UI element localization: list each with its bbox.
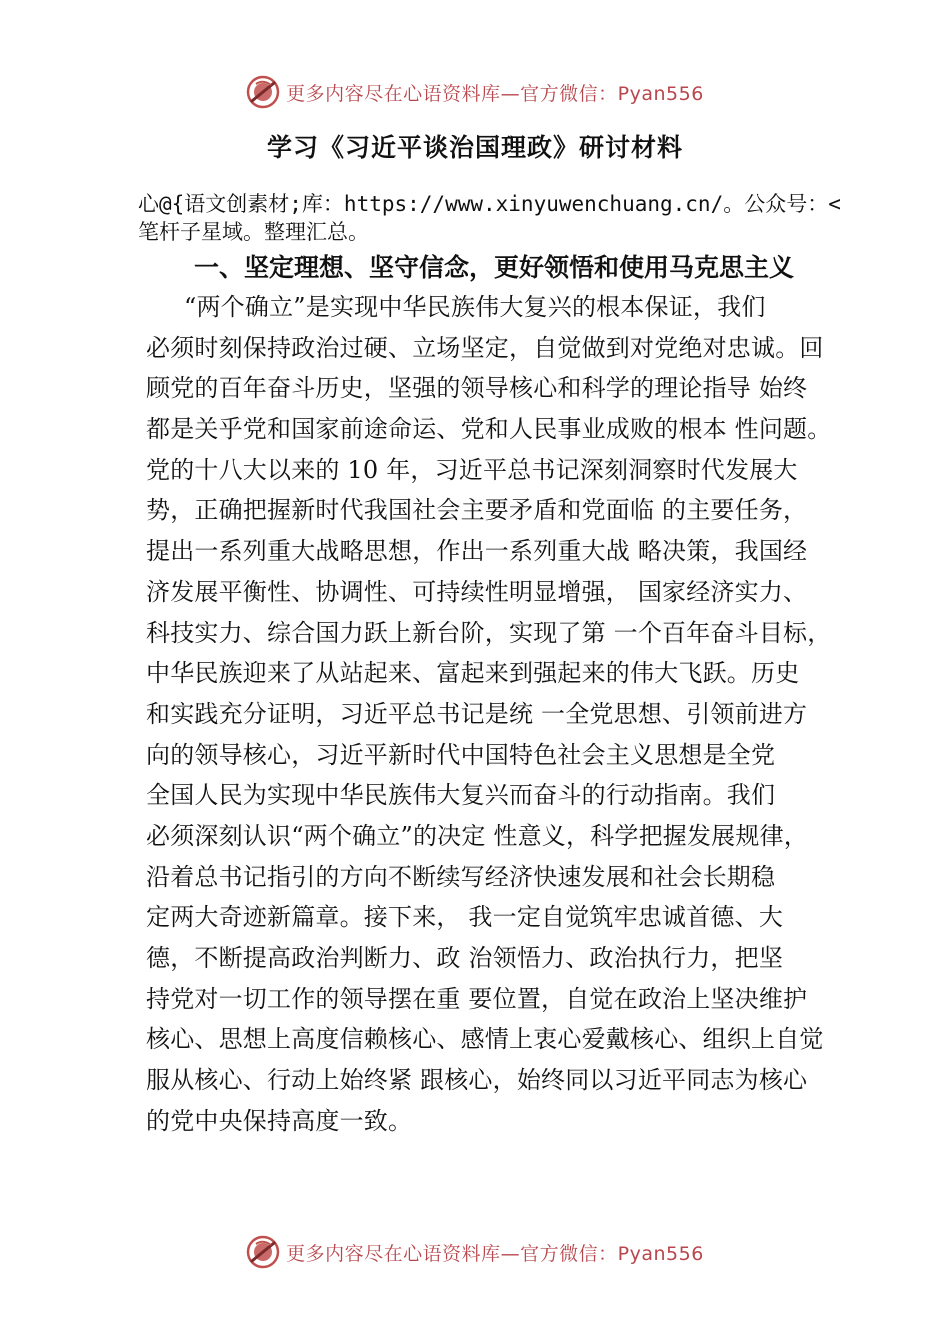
banner-text: 更多内容尽在心语资料库—官方微信：Pyan556: [286, 1242, 704, 1265]
source-note: 心@{语文创素材;库：https://www.xinyuwenchuang.cn/。公众号：<笔杆子星域。整理汇总。: [138, 192, 841, 244]
red-seal-logo-icon: [246, 75, 280, 109]
paragraph-line: 势，正确把握新时代我国社会主要矛盾和党面临 的主要任务，: [146, 496, 808, 525]
paragraph-line: 中华民族迎来了从站起来、富起来到强起来的伟大飞跃。历史: [146, 659, 800, 688]
paragraph-line: 提出一系列重大战略思想，作出一系列重大战 略决策，我国经: [146, 537, 808, 566]
paragraph-line: 和实践充分证明，习近平总书记是统 一全党思想、引领前进方: [146, 699, 808, 728]
paragraph-line: 服从核心、行动上始终紧 跟核心，始终同以习近平同志为核心: [146, 1066, 808, 1095]
section-heading: 一、坚定理想、坚守信念，更好领悟和使用马克思主义: [194, 253, 795, 282]
document-title: 学习《习近平谈治国理政》研讨材料: [266, 133, 683, 162]
body-paragraph: [146, 287, 846, 1141]
paragraph-line: 德，不断提高政治判断力、政 治领悟力、政治执行力，把坚: [146, 944, 784, 972]
paragraph-line: 党的十八大以来的 10 年，习近平总书记深刻洞察时代发展大: [146, 455, 798, 484]
paragraph-line: 持党对一切工作的领导摆在重 要位置，自觉在政治上坚决维护: [146, 984, 808, 1013]
paragraph-line: 科技实力、综合国力跃上新台阶，实现了第 一个百年奋斗目标，: [146, 618, 832, 647]
banner-text: 更多内容尽在心语资料库—官方微信：Pyan556: [286, 82, 704, 105]
header-banner: [0, 72, 950, 112]
paragraph-line: 核心、思想上高度信赖核心、感情上衷心爱戴核心、组织上自觉: [146, 1025, 824, 1054]
paragraph-line: 济发展平衡性、协调性、可持续性明显增强， 国家经济实力、: [146, 577, 808, 606]
paragraph-line: 沿着总书记指引的方向不断续写经济快速发展和社会长期稳: [146, 862, 776, 891]
paragraph-line: 的党中央保持高度一致。: [146, 1106, 413, 1135]
paragraph-line: 全国人民为实现中华民族伟大复兴而奋斗的行动指南。我们: [146, 781, 776, 810]
paragraph-line: 顾党的百年奋斗历史，坚强的领导核心和科学的理论指导 始终: [146, 374, 808, 403]
red-seal-logo-icon: [246, 1235, 280, 1269]
paragraph-line: 向的领导核心，习近平新时代中国特色社会主义思想是全党: [146, 740, 776, 769]
paragraph-line: 都是关乎党和国家前途命运、党和人民事业成败的根本 性问题。: [146, 415, 832, 444]
paragraph-line: 定两大奇迹新篇章。接下来， 我一定自觉筑牢忠诚首德、大: [146, 903, 784, 932]
footer-banner: [0, 1232, 950, 1272]
paragraph-line: 必须深刻认识“两个确立”的决定 性意义，科学把握发展规律，: [146, 821, 808, 850]
paragraph-line: “两个确立”是实现中华民族伟大复兴的根本保证，我们: [184, 293, 766, 321]
paragraph-line: 必须时刻保持政治过硬、立场坚定，自觉做到对党绝对忠诚。回: [146, 333, 824, 362]
